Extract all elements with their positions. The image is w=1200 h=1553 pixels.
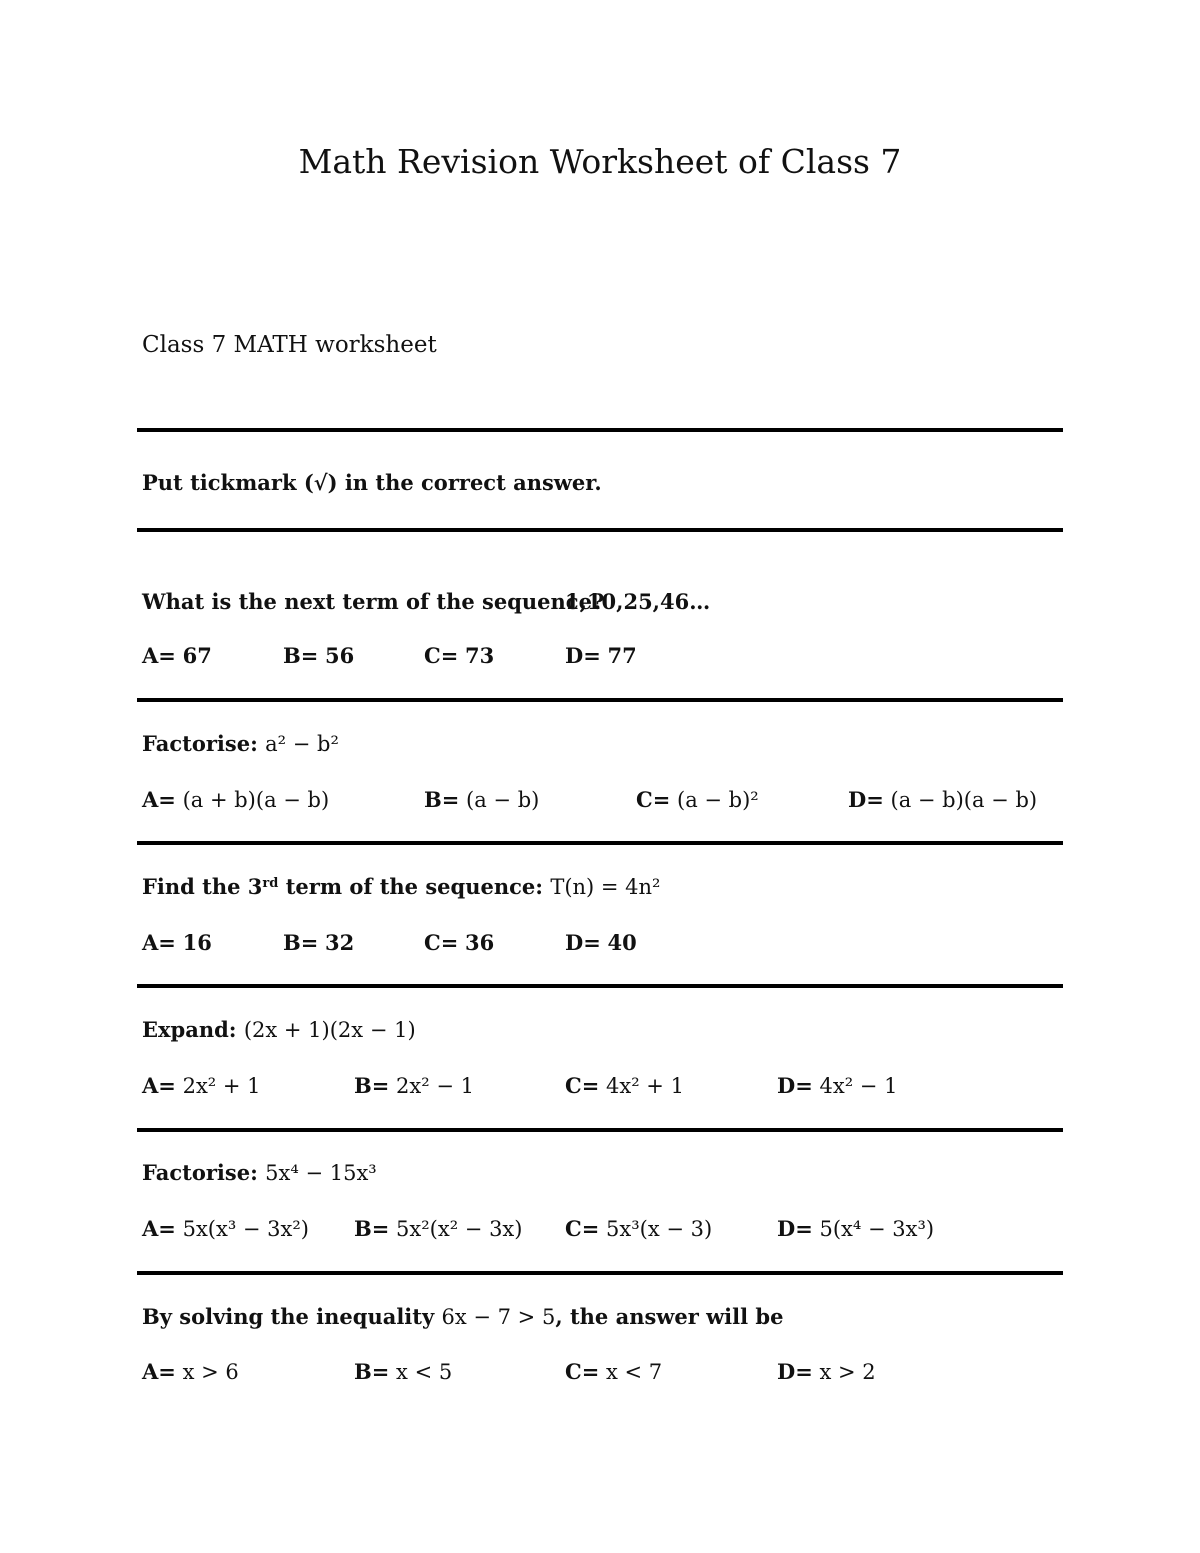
option-d[interactable]: D= 5(x⁴ − 3x³) [777, 1216, 935, 1241]
question-6-expression: 6x − 7 > 5 [441, 1305, 556, 1329]
option-c[interactable]: C= x < 7 [565, 1359, 663, 1384]
option-c[interactable]: C= 5x³(x − 3) [565, 1216, 713, 1241]
divider [137, 1271, 1063, 1275]
option-b[interactable]: B= x < 5 [354, 1359, 453, 1384]
option-a[interactable]: A= 2x² + 1 [142, 1073, 261, 1098]
question-6-text-start: By solving the inequality [142, 1304, 435, 1329]
question-4-text: Expand: [142, 1017, 237, 1042]
option-c[interactable]: C= (a − b)² [636, 787, 759, 812]
option-c[interactable]: C= 4x² + 1 [565, 1073, 684, 1098]
option-b[interactable]: B= (a − b) [424, 787, 540, 812]
option-a[interactable]: A= 67 [142, 643, 212, 668]
divider [137, 984, 1063, 988]
question-1-text: What is the next term of the sequence? [142, 589, 605, 614]
option-d[interactable]: D= 40 [565, 930, 637, 955]
option-d[interactable]: D= 4x² − 1 [777, 1073, 898, 1098]
question-1-prompt [142, 589, 711, 614]
divider [137, 528, 1063, 532]
option-b[interactable]: B= 5x²(x² − 3x) [354, 1216, 523, 1241]
question-3-expression: T(n) = 4n² [550, 875, 661, 899]
option-b[interactable]: B= 2x² − 1 [354, 1073, 474, 1098]
instruction-text: Put tickmark (√) in the correct answer. [142, 470, 602, 495]
divider [137, 1128, 1063, 1132]
question-3-options [142, 930, 1062, 960]
question-2-expression: a² − b² [265, 732, 339, 756]
question-3-prompt [142, 874, 660, 899]
question-6-options [142, 1359, 1062, 1389]
option-a[interactable]: A= (a + b)(a − b) [142, 787, 330, 812]
question-5-text: Factorise: [142, 1160, 258, 1185]
question-3-text-start: Find the 3 [142, 874, 263, 899]
divider [137, 698, 1063, 702]
option-d[interactable]: D= 77 [565, 643, 637, 668]
question-5-prompt [142, 1160, 377, 1185]
question-1-sequence: 1,10,25,46… [565, 589, 711, 614]
option-b[interactable]: B= 32 [283, 930, 355, 955]
option-d[interactable]: D= x > 2 [777, 1359, 876, 1384]
question-2-options [142, 787, 1062, 817]
page-title: Math Revision Worksheet of Class 7 [298, 142, 902, 181]
question-5-options [142, 1216, 1062, 1246]
option-c[interactable]: C= 73 [424, 643, 495, 668]
question-4-expression: (2x + 1)(2x − 1) [243, 1018, 416, 1042]
question-6-prompt [142, 1304, 783, 1329]
divider [137, 841, 1063, 845]
question-2-text: Factorise: [142, 731, 258, 756]
question-1-options [142, 643, 1062, 673]
question-4-options [142, 1073, 1062, 1103]
worksheet-subtitle: Class 7 MATH worksheet [142, 332, 437, 358]
option-a[interactable]: A= 5x(x³ − 3x²) [142, 1216, 309, 1241]
option-c[interactable]: C= 36 [424, 930, 495, 955]
divider [137, 428, 1063, 432]
question-3-text-end: term of the sequence: [285, 874, 543, 899]
question-4-prompt [142, 1017, 416, 1042]
option-d[interactable]: D= (a − b)(a − b) [848, 787, 1038, 812]
option-a[interactable]: A= x > 6 [142, 1359, 239, 1384]
question-3-ordinal-suffix: rd [262, 875, 279, 891]
option-a[interactable]: A= 16 [142, 930, 212, 955]
question-2-prompt [142, 731, 339, 756]
question-6-text-end: , the answer will be [555, 1304, 784, 1329]
option-b[interactable]: B= 56 [283, 643, 355, 668]
question-5-expression: 5x⁴ − 15x³ [265, 1161, 377, 1185]
